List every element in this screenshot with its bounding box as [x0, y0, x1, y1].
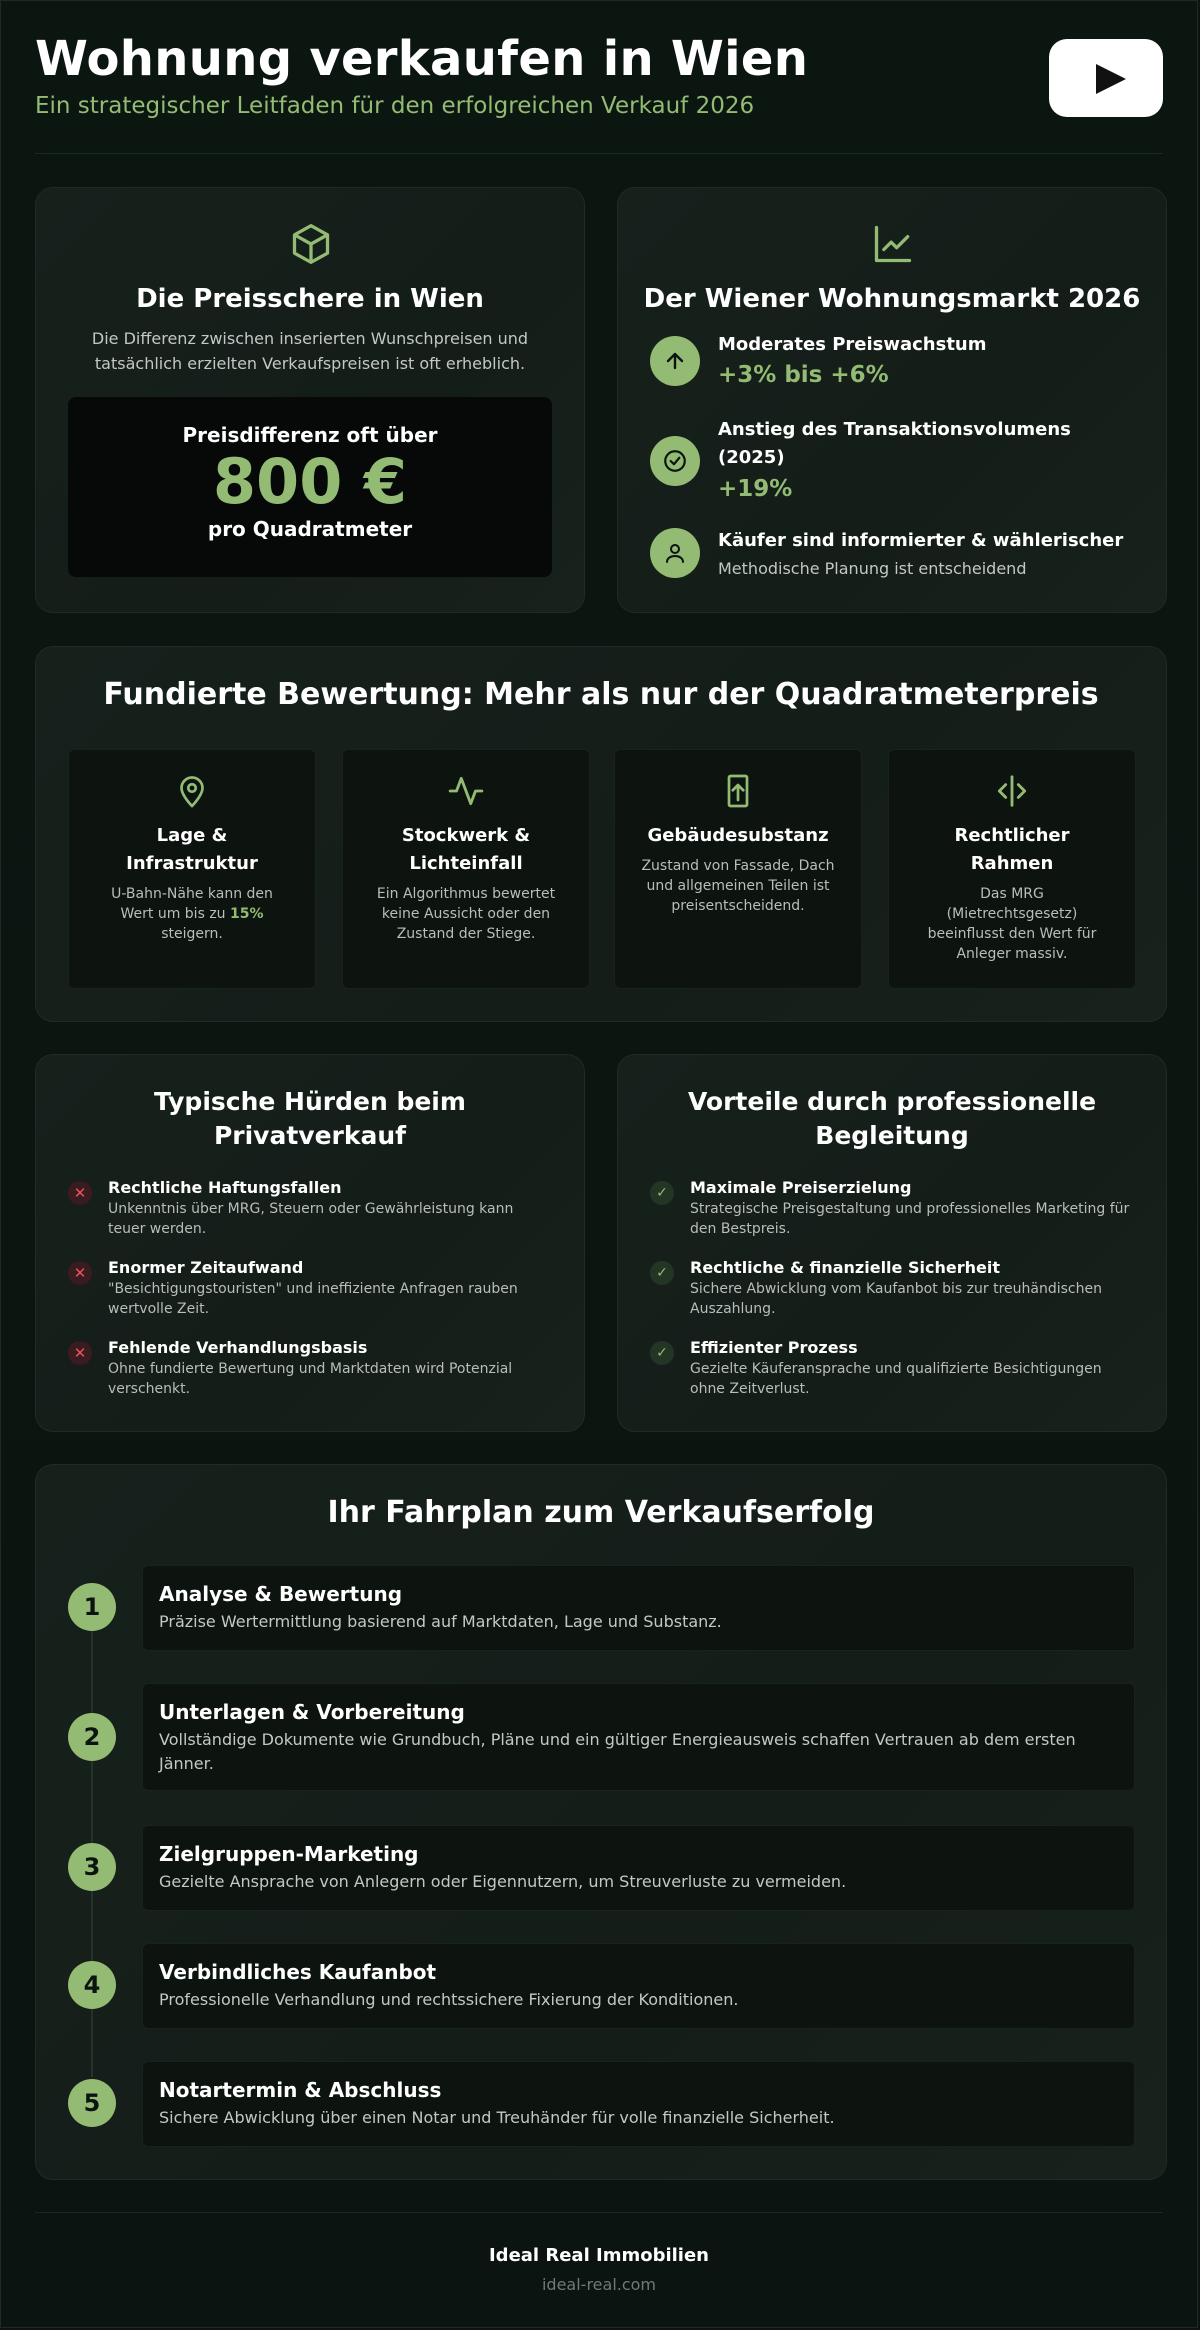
preisschere-title: Die Preisschere in Wien — [136, 284, 484, 314]
bewertung-title: Fundierte Bewertung: Mehr als nur der Quadratmeterpreis — [103, 677, 1099, 712]
bewertung-item-title: Rechtlicher Rahmen — [954, 825, 1070, 874]
step-number: 4 — [68, 1961, 116, 2009]
box-icon — [289, 222, 333, 270]
bewertung-item-title: Gebäudesubstanz — [647, 825, 829, 846]
bewertung-card-item — [68, 749, 316, 989]
step-title: Notartermin & Abschluss — [159, 2078, 442, 2102]
preisschere-text: Die Differenz zwischen inserierten Wunschpreisen und tatsächlich erzielten Verkaufspreisen ist oft erheblich. — [91, 329, 529, 373]
fahrplan-title: Ihr Fahrplan zum Verkaufserfolg — [327, 1495, 875, 1530]
divider — [35, 2212, 1163, 2213]
scale-code-icon — [889, 772, 1135, 814]
markt-item-title: Anstieg des Transaktionsvolumens (2025) — [718, 419, 1071, 468]
step-title: Analyse & Bewertung — [159, 1582, 403, 1606]
step-text: Sichere Abwicklung über einen Notar und Treuhänder für volle finanzielle Sicherheit. — [159, 2108, 835, 2127]
user-icon — [650, 528, 700, 578]
page-subtitle: Ein strategischer Leitfaden für den erfolgreichen Verkauf 2026 — [35, 93, 755, 119]
markt-item-value: +3% bis +6% — [718, 362, 889, 388]
step-title: Verbindliches Kaufanbot — [159, 1960, 437, 1984]
huerden-card — [35, 1054, 585, 1432]
check-icon: ✓ — [650, 1261, 674, 1285]
huerden-item-text: Ohne fundierte Bewertung und Marktdaten wird Potenzial verschenkt. — [108, 1361, 513, 1397]
markt-item-title: Käufer sind informierter & wählerischer — [718, 530, 1124, 551]
step-card — [142, 1825, 1135, 1911]
step-text: Gezielte Ansprache von Anlegern oder Eigennutzern, um Streuverluste zu vermeiden. — [159, 1872, 847, 1891]
markt-item-value: +19% — [718, 476, 793, 502]
markt-item-title: Moderates Preiswachstum — [718, 334, 987, 355]
huerden-item-text: Unkenntnis über MRG, Steuern oder Gewährleistung kann teuer werden. — [108, 1201, 514, 1237]
step-card — [142, 2061, 1135, 2147]
preisschere-card — [35, 187, 585, 613]
building-arrow-icon — [615, 772, 861, 814]
bewertung-item-text: Das MRG (Mietrechtsgesetz) beeinflusst den Wert für Anleger massiv. — [927, 886, 1097, 962]
bewertung-item-text: Zustand von Fassade, Dach und allgemeinen Teilen ist preisentscheidend. — [641, 858, 835, 914]
vorteile-item-title: Effizienter Prozess — [690, 1338, 858, 1357]
step-number: 2 — [68, 1713, 116, 1761]
vorteile-item-title: Rechtliche & finanzielle Sicherheit — [690, 1258, 1000, 1277]
arrow-up-icon — [650, 336, 700, 386]
step-number: 1 — [68, 1583, 116, 1631]
step-card — [142, 1943, 1135, 2029]
header — [35, 31, 1163, 151]
vorteile-item-title: Maximale Preiserzielung — [690, 1178, 912, 1197]
preisdifferenz-value: 800 € — [212, 445, 408, 518]
bewertung-item-text-part: U-Bahn-Nähe kann den Wert um bis zu — [111, 886, 273, 922]
huerden-item-title: Rechtliche Haftungsfallen — [108, 1178, 342, 1197]
preisdifferenz-label: Preisdifferenz oft über — [182, 423, 438, 447]
huerden-item-title: Enormer Zeitaufwand — [108, 1258, 304, 1277]
footer-website[interactable]: ideal-real.com — [541, 2275, 657, 2294]
bewertung-card-item — [614, 749, 862, 989]
x-circle-icon: ✕ — [68, 1261, 92, 1285]
preisdifferenz-unit: pro Quadratmeter — [207, 517, 413, 541]
step-title: Unterlagen & Vorbereitung — [159, 1700, 465, 1724]
bewertung-item-text — [99, 884, 285, 944]
vorteile-card — [617, 1054, 1167, 1432]
bewertung-item-title: Stockwerk & Lichteinfall — [401, 825, 531, 874]
markt-title: Der Wiener Wohnungsmarkt 2026 — [643, 284, 1141, 314]
vorteile-item-text: Gezielte Käuferansprache und qualifizierte Besichtigungen ohne Zeitverlust. — [690, 1361, 1102, 1397]
bewertung-item-text: Ein Algorithmus bewertet keine Aussicht oder den Zustand der Stiege. — [376, 886, 556, 942]
step-number: 5 — [68, 2079, 116, 2127]
check-circle-icon — [650, 436, 700, 486]
page-title: Wohnung verkaufen in Wien — [35, 31, 809, 87]
markt-item-subtext: Methodische Planung ist entscheidend — [718, 559, 1027, 578]
x-circle-icon: ✕ — [68, 1341, 92, 1365]
vorteile-title: Vorteile durch professionelle Begleitung — [687, 1087, 1097, 1150]
step-card — [142, 1565, 1135, 1651]
huerden-item-title: Fehlende Verhandlungsbasis — [108, 1338, 368, 1357]
vorteile-item-text: Strategische Preisgestaltung und professionelles Marketing für den Bestpreis. — [690, 1201, 1130, 1237]
x-circle-icon: ✕ — [68, 1181, 92, 1205]
preisdifferenz-box — [68, 397, 552, 577]
bewertung-card-item — [888, 749, 1136, 989]
check-icon: ✓ — [650, 1181, 674, 1205]
step-text: Professionelle Verhandlung und rechtssichere Fixierung der Konditionen. — [159, 1990, 739, 2009]
activity-icon — [343, 772, 589, 814]
bewertung-card — [35, 646, 1167, 1022]
fahrplan-card — [35, 1464, 1167, 2180]
huerden-item-text: "Besichtigungstouristen" und ineffiziente Anfragen rauben wertvolle Zeit. — [108, 1281, 518, 1317]
step-number: 3 — [68, 1843, 116, 1891]
check-icon: ✓ — [650, 1341, 674, 1365]
vorteile-item-text: Sichere Abwicklung vom Kaufanbot bis zur treuhändischen Auszahlung. — [690, 1281, 1102, 1317]
bewertung-item-title: Lage & Infrastruktur — [126, 825, 258, 874]
bewertung-card-item — [342, 749, 590, 989]
markt-card — [617, 187, 1167, 613]
bewertung-item-text-part: steigern. — [161, 926, 223, 942]
step-text: Vollständige Dokumente wie Grundbuch, Pläne und ein gültiger Energieausweis schaffen Vertrauen ab dem ersten Jänner. — [159, 1730, 1076, 1773]
divider — [35, 153, 1163, 154]
youtube-play-icon[interactable] — [1049, 39, 1163, 117]
step-card — [142, 1683, 1135, 1791]
step-text: Präzise Wertermittlung basierend auf Marktdaten, Lage und Substanz. — [159, 1612, 722, 1631]
huerden-title: Typische Hürden beim Privatverkauf — [154, 1087, 466, 1150]
line-chart-icon — [871, 222, 915, 270]
map-pin-icon — [69, 772, 315, 814]
footer-company: Ideal Real Immobilien — [488, 2245, 710, 2266]
step-title: Zielgruppen-Marketing — [159, 1842, 419, 1866]
bewertung-item-highlight: 15% — [229, 906, 264, 922]
